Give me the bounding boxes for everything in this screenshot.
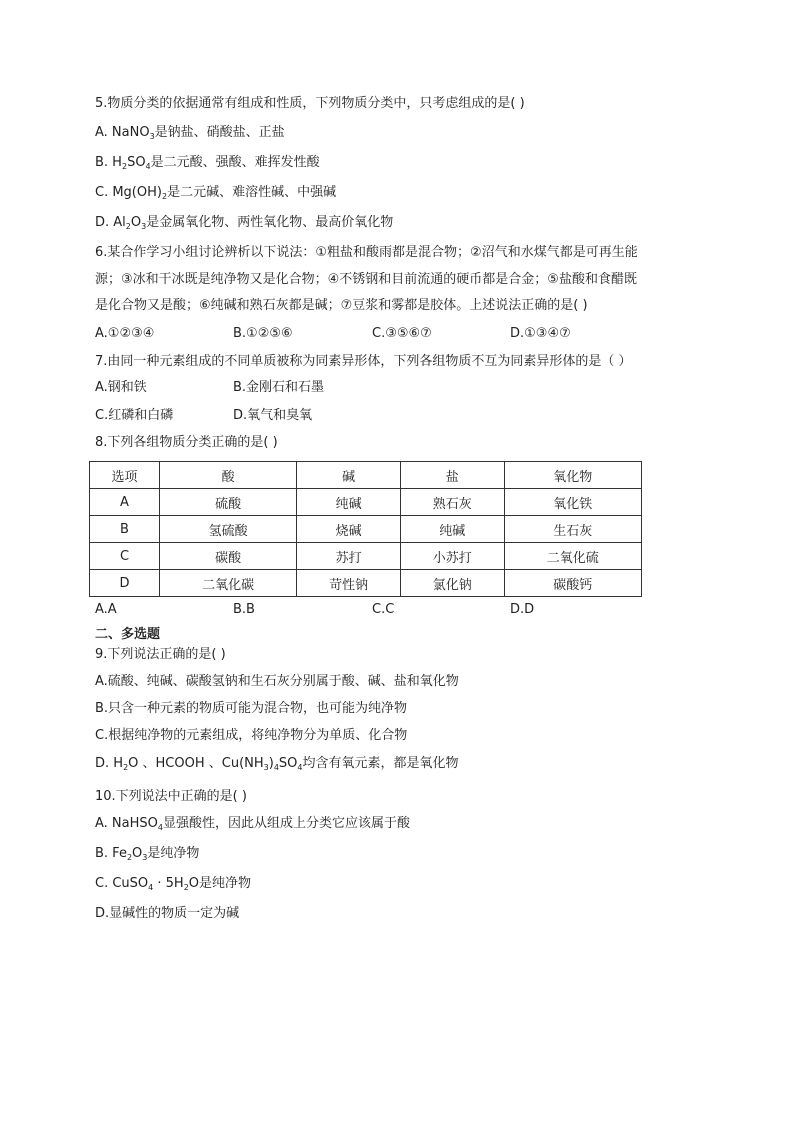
q6-option-b: B.①②⑤⑥ [233,326,293,341]
q8-option-d: D.D [510,602,535,617]
table-cell: 小苏打 [400,543,504,570]
q5-option-b: B. $H_2SO_4$是二元酸、强酸、难挥发性酸 [95,155,320,171]
table-row [90,543,642,570]
q10-stem: 10.下列说法中正确的是( ) [95,789,247,804]
table-header-cell: 碱 [297,462,401,489]
table-header-cell: 选项 [90,462,160,489]
q10-option-b: B. $Fe_2O_3$是纯净物 [95,846,200,862]
q9-stem: 9.下列说法正确的是( ) [95,647,226,662]
table-cell: 生石灰 [504,516,641,543]
q8-stem: 8.下列各组物质分类正确的是( ) [95,435,278,450]
table-cell: 二氧化碳 [159,570,296,597]
q10-option-c: C. CuSO$_4$ · $5H_2O$是纯净物 [95,876,252,892]
q10-option-a: A. NaHSO$_4$显强酸性，因此从组成上分类它应该属于酸 [95,816,410,832]
table-cell: 碳酸 [159,543,296,570]
q10-option-d: D.显碱性的物质一定为碱 [95,906,240,921]
table-cell: A [90,489,160,516]
q5-option-a: A. NaNO$_3$是钠盐、硝酸盐、正盐 [95,125,285,141]
q5-option-c: C. $Mg(OH)_2$是二元碱、难溶性碱、中强碱 [95,185,337,201]
table-cell: 苏打 [297,543,401,570]
table-cell: 二氧化硫 [504,543,641,570]
table-header-cell: 氧化物 [504,462,641,489]
table-cell: 熟石灰 [400,489,504,516]
q6-option-d: D.①③④⑦ [510,326,571,341]
q8-classification-table [89,461,642,597]
q7-option-d: D.氧气和臭氧 [233,408,313,423]
table-cell: 苛性钠 [297,570,401,597]
table-row [90,516,642,543]
q6-option-a: A.①②③④ [95,326,155,341]
table-cell: 氯化钠 [400,570,504,597]
table-cell: 氧化铁 [504,489,641,516]
table-row [90,489,642,516]
table-cell: 硫酸 [159,489,296,516]
q6-line-3: 是化合物又是酸；⑥纯碱和熟石灰都是碱；⑦豆浆和雾都是胶体。上述说法正确的是( ) [95,298,588,313]
table-cell: 纯碱 [400,516,504,543]
q5-option-d: D. $Al_2O_3$是金属氧化物、两性氧化物、最高价氧化物 [95,215,394,231]
q7-stem: 7.由同一种元素组成的不同单质被称为同素异形体，下列各组物质不互为同素异形体的是（ ） [95,354,632,369]
q9-option-b: B.只含一种元素的物质可能为混合物，也可能为纯净物 [95,701,408,716]
table-cell: 氢硫酸 [159,516,296,543]
table-cell: B [90,516,160,543]
table-header-cell: 酸 [159,462,296,489]
table-header-cell: 盐 [400,462,504,489]
q9-option-c: C.根据纯净物的元素组成，将纯净物分为单质、化合物 [95,728,408,743]
section-heading-multiple-choice: 二、多选题 [95,627,161,642]
table-cell: 纯碱 [297,489,401,516]
q8-option-c: C.C [372,602,395,617]
table-cell: 碳酸钙 [504,570,641,597]
q8-option-b: B.B [233,602,255,617]
table-row [90,570,642,597]
q9-option-d: D. $H_2O$ 、HCOOH 、$Cu(NH_3)_4SO_4$均含有氧元素，都是氧化物 [95,756,459,772]
q5-stem: 5.物质分类的依据通常有组成和性质，下列物质分类中，只考虑组成的是( ) [95,96,525,111]
table-cell: 烧碱 [297,516,401,543]
q7-option-b: B.金刚石和石墨 [233,380,325,395]
table-cell: C [90,543,160,570]
q6-line-1: 6.某合作学习小组讨论辨析以下说法：①粗盐和酸雨都是混合物；②沼气和水煤气都是可再生能 [95,245,638,260]
q9-option-a: A.硫酸、纯碱、碳酸氢钠和生石灰分别属于酸、碱、盐和氧化物 [95,674,459,689]
q6-option-c: C.③⑤⑥⑦ [372,326,432,341]
table-header-row [90,462,642,489]
q7-option-a: A.钢和铁 [95,380,147,395]
table-cell: D [90,570,160,597]
q6-line-2: 源；③冰和干冰既是纯净物又是化合物；④不锈钢和目前流通的硬币都是合金；⑤盐酸和食醋既 [95,272,637,287]
q8-option-a: A.A [95,602,117,617]
q7-option-c: C.红磷和白磷 [95,408,174,423]
